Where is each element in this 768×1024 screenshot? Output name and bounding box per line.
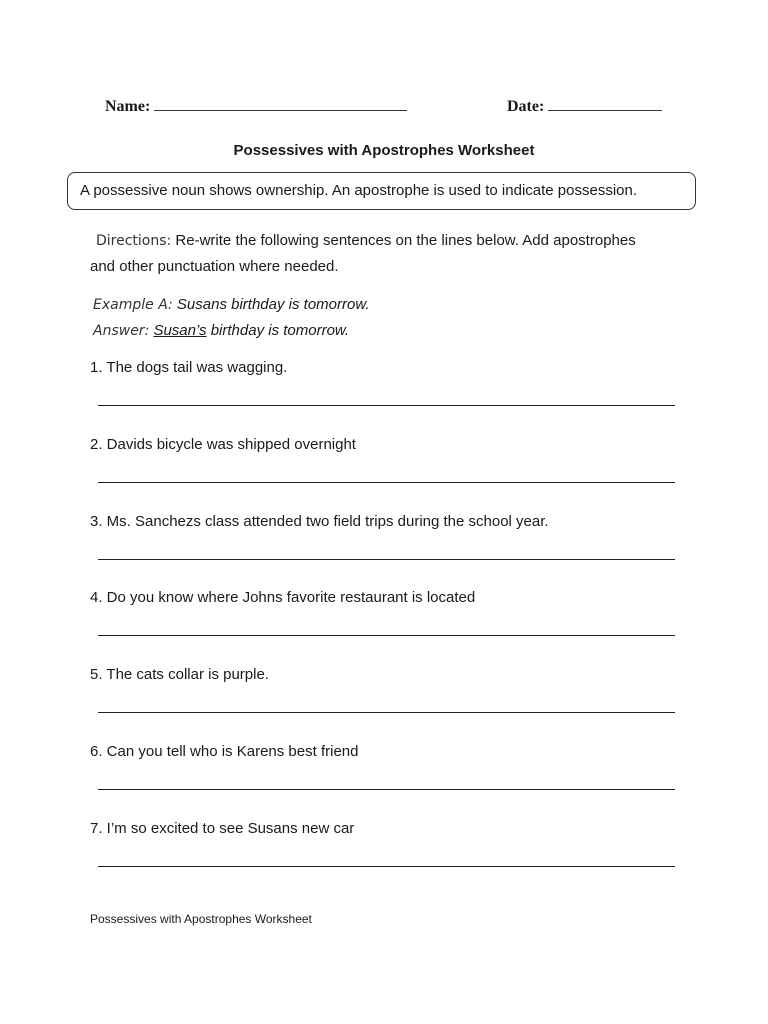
definition-text: A possessive noun shows ownership. An apostrophe is used to indicate possession. [80,182,638,199]
question-text: 6. Can you tell who is Karens best friend [90,742,359,760]
question-list [90,356,690,894]
page-title: Possessives with Apostrophes Worksheet [233,142,535,159]
example-line [93,292,370,318]
example-label: Example A: [93,297,173,313]
directions-label: Directions: [96,233,172,249]
definition-box [67,172,696,210]
question-item [90,817,690,894]
answer-blank-line[interactable] [98,712,675,713]
directions [90,228,650,280]
question-item [90,433,690,510]
question-item [90,586,690,663]
answer-possessive: Susan’s [153,322,207,339]
question-text: 5. The cats collar is purple. [90,666,269,684]
example-block [93,292,370,344]
question-text: 1. The dogs tail was wagging. [90,359,288,376]
question-text: 2. Davids bicycle was shipped overnight [90,435,356,453]
answer-blank-line[interactable] [98,405,675,406]
question-item [90,740,690,817]
directions-text: Re-write the following sentences on the lines below. Add apostrophes and other punctuation where needed. [90,232,636,275]
page-footer: Possessives with Apostrophes Worksheet [90,912,312,926]
name-label: Name: [105,98,151,115]
answer-blank-line[interactable] [98,866,675,867]
name-field [105,96,407,116]
date-label: Date: [507,98,545,115]
answer-blank-line[interactable] [98,635,675,636]
header-row [105,96,665,120]
answer-rest: birthday is tomorrow. [206,322,350,339]
date-blank-line [548,96,662,111]
name-blank-line [154,96,407,111]
question-text: 4. Do you know where Johns favorite restaurant is located [90,589,476,607]
date-field [507,96,662,116]
question-item [90,663,690,740]
answer-blank-line[interactable] [98,789,675,790]
question-text: 3. Ms. Sanchezs class attended two field trips during the school year. [90,512,549,530]
question-item [90,356,690,433]
answer-label: Answer: [93,323,150,339]
answer-blank-line[interactable] [98,482,675,483]
answer-line [93,318,370,344]
answer-blank-line[interactable] [98,559,675,560]
example-sentence: Susans birthday is tomorrow. [172,296,370,313]
question-text: 7. I’m so excited to see Susans new car [90,819,355,837]
question-item [90,510,690,587]
